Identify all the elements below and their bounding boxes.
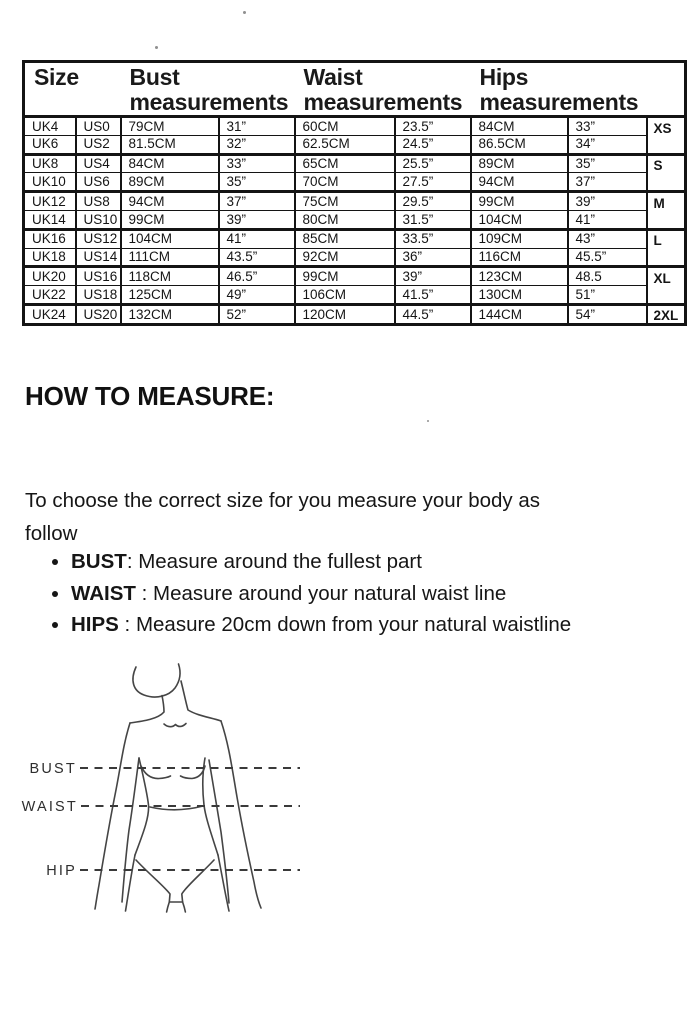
cell-waist-in: 41.5” bbox=[395, 286, 471, 305]
cell-uk: UK18 bbox=[24, 248, 76, 267]
size-table-body bbox=[24, 117, 686, 325]
cell-us: US0 bbox=[76, 117, 121, 136]
cell-uk: UK16 bbox=[24, 229, 76, 248]
cell-waist-cm: 75CM bbox=[295, 192, 395, 211]
cell-waist-in: 31.5” bbox=[395, 210, 471, 229]
cell-hips-cm: 89CM bbox=[471, 154, 568, 173]
table-row bbox=[24, 135, 686, 154]
cell-size-letter: S bbox=[647, 154, 686, 192]
cell-hips-cm: 130CM bbox=[471, 286, 568, 305]
hip-label: HIP bbox=[46, 863, 77, 879]
cell-bust-cm: 81.5CM bbox=[121, 135, 219, 154]
scan-speck bbox=[427, 420, 429, 422]
table-row bbox=[24, 304, 686, 324]
scan-speck bbox=[155, 46, 158, 49]
cell-hips-cm: 116CM bbox=[471, 248, 568, 267]
cell-waist-cm: 80CM bbox=[295, 210, 395, 229]
cell-waist-cm: 60CM bbox=[295, 117, 395, 136]
cell-size-letter: XS bbox=[647, 117, 686, 155]
cell-hips-cm: 123CM bbox=[471, 267, 568, 286]
cell-bust-cm: 94CM bbox=[121, 192, 219, 211]
cell-hips-cm: 144CM bbox=[471, 304, 568, 324]
cell-us: US4 bbox=[76, 154, 121, 173]
cell-waist-cm: 65CM bbox=[295, 154, 395, 173]
cell-bust-cm: 104CM bbox=[121, 229, 219, 248]
cell-us: US18 bbox=[76, 286, 121, 305]
cell-uk: UK6 bbox=[24, 135, 76, 154]
header-hips: Hips measurements bbox=[471, 62, 647, 117]
cell-us: US16 bbox=[76, 267, 121, 286]
cell-waist-cm: 70CM bbox=[295, 173, 395, 192]
cell-uk: UK12 bbox=[24, 192, 76, 211]
cell-uk: UK14 bbox=[24, 210, 76, 229]
cell-hips-in: 33” bbox=[568, 117, 647, 136]
cell-waist-in: 36” bbox=[395, 248, 471, 267]
size-chart-table bbox=[22, 60, 687, 326]
how-to-measure-heading: HOW TO MEASURE: bbox=[25, 381, 275, 411]
cell-bust-cm: 132CM bbox=[121, 304, 219, 324]
cell-hips-in: 48.5 bbox=[568, 267, 647, 286]
cell-bust-in: 39” bbox=[219, 210, 295, 229]
cell-us: US8 bbox=[76, 192, 121, 211]
cell-us: US14 bbox=[76, 248, 121, 267]
cell-hips-in: 39” bbox=[568, 192, 647, 211]
cell-bust-cm: 125CM bbox=[121, 286, 219, 305]
intro-text: To choose the correct size for you measure your body as follow bbox=[25, 489, 541, 545]
cell-bust-cm: 84CM bbox=[121, 154, 219, 173]
instruction-text: : Measure around your natural waist line bbox=[135, 581, 507, 605]
measure-instruction-item bbox=[71, 578, 665, 610]
cell-bust-cm: 99CM bbox=[121, 210, 219, 229]
cell-waist-cm: 62.5CM bbox=[295, 135, 395, 154]
cell-bust-in: 32” bbox=[219, 135, 295, 154]
table-row bbox=[24, 117, 686, 136]
cell-bust-cm: 118CM bbox=[121, 267, 219, 286]
cell-uk: UK10 bbox=[24, 173, 76, 192]
cell-hips-cm: 104CM bbox=[471, 210, 568, 229]
cell-us: US2 bbox=[76, 135, 121, 154]
cell-hips-cm: 99CM bbox=[471, 192, 568, 211]
instruction-text: : Measure around the fullest part bbox=[126, 550, 422, 573]
cell-bust-in: 43.5” bbox=[219, 248, 295, 267]
table-row bbox=[24, 173, 686, 192]
cell-waist-in: 23.5” bbox=[395, 117, 471, 136]
table-row bbox=[24, 210, 686, 229]
cell-waist-in: 25.5” bbox=[395, 154, 471, 173]
cell-size-letter: XL bbox=[647, 267, 686, 305]
cell-waist-cm: 92CM bbox=[295, 248, 395, 267]
body-outline-drawing bbox=[18, 650, 330, 922]
cell-waist-cm: 106CM bbox=[295, 286, 395, 305]
header-size: Size bbox=[24, 62, 121, 117]
scan-speck bbox=[243, 11, 246, 14]
cell-us: US10 bbox=[76, 210, 121, 229]
measure-instructions-list bbox=[25, 546, 665, 641]
cell-bust-cm: 79CM bbox=[121, 117, 219, 136]
cell-hips-in: 41” bbox=[568, 210, 647, 229]
cell-hips-in: 34” bbox=[568, 135, 647, 154]
table-row bbox=[24, 229, 686, 248]
cell-waist-in: 29.5” bbox=[395, 192, 471, 211]
cell-us: US20 bbox=[76, 304, 121, 324]
cell-hips-in: 37” bbox=[568, 173, 647, 192]
cell-hips-in: 51” bbox=[568, 286, 647, 305]
cell-uk: UK24 bbox=[24, 304, 76, 324]
cell-waist-cm: 85CM bbox=[295, 229, 395, 248]
cell-size-letter: 2XL bbox=[647, 304, 686, 324]
table-row bbox=[24, 286, 686, 305]
cell-hips-cm: 94CM bbox=[471, 173, 568, 192]
size-chart-section bbox=[22, 60, 687, 326]
table-row bbox=[24, 192, 686, 211]
table-row bbox=[24, 154, 686, 173]
waist-label: WAIST bbox=[21, 799, 78, 815]
cell-bust-in: 31” bbox=[219, 117, 295, 136]
measure-instruction-item bbox=[71, 546, 665, 578]
cell-bust-in: 46.5” bbox=[219, 267, 295, 286]
cell-uk: UK22 bbox=[24, 286, 76, 305]
cell-bust-in: 35” bbox=[219, 173, 295, 192]
cell-waist-in: 24.5” bbox=[395, 135, 471, 154]
table-header-row bbox=[24, 62, 686, 117]
cell-waist-in: 44.5” bbox=[395, 304, 471, 324]
cell-uk: UK20 bbox=[24, 267, 76, 286]
header-waist: Waist measurements bbox=[295, 62, 471, 117]
cell-size-letter: M bbox=[647, 192, 686, 230]
instruction-term: WAIST bbox=[71, 581, 136, 605]
cell-waist-in: 39” bbox=[395, 267, 471, 286]
instruction-term: HIPS bbox=[71, 613, 119, 636]
cell-bust-in: 41” bbox=[219, 229, 295, 248]
cell-bust-in: 49” bbox=[219, 286, 295, 305]
cell-hips-in: 54” bbox=[568, 304, 647, 324]
cell-bust-cm: 111CM bbox=[121, 248, 219, 267]
cell-hips-in: 35” bbox=[568, 154, 647, 173]
cell-bust-in: 52” bbox=[219, 304, 295, 324]
bust-label: BUST bbox=[29, 761, 77, 777]
header-bust: Bust measurements bbox=[121, 62, 295, 117]
table-row bbox=[24, 267, 686, 286]
cell-bust-in: 33” bbox=[219, 154, 295, 173]
cell-uk: UK4 bbox=[24, 117, 76, 136]
cell-hips-cm: 109CM bbox=[471, 229, 568, 248]
instruction-text: : Measure 20cm down from your natural waistline bbox=[118, 613, 572, 636]
measurement-figure bbox=[18, 650, 330, 922]
measure-instruction-item bbox=[71, 609, 665, 641]
cell-bust-in: 37” bbox=[219, 192, 295, 211]
cell-bust-cm: 89CM bbox=[121, 173, 219, 192]
cell-us: US12 bbox=[76, 229, 121, 248]
cell-waist-cm: 120CM bbox=[295, 304, 395, 324]
cell-waist-in: 33.5” bbox=[395, 229, 471, 248]
cell-waist-in: 27.5” bbox=[395, 173, 471, 192]
cell-uk: UK8 bbox=[24, 154, 76, 173]
cell-size-letter: L bbox=[647, 229, 686, 267]
cell-us: US6 bbox=[76, 173, 121, 192]
cell-hips-cm: 84CM bbox=[471, 117, 568, 136]
instruction-term: BUST bbox=[71, 550, 127, 573]
cell-hips-in: 43” bbox=[568, 229, 647, 248]
header-size-letter bbox=[647, 62, 686, 117]
cell-hips-in: 45.5” bbox=[568, 248, 647, 267]
table-row bbox=[24, 248, 686, 267]
cell-hips-cm: 86.5CM bbox=[471, 135, 568, 154]
cell-waist-cm: 99CM bbox=[295, 267, 395, 286]
